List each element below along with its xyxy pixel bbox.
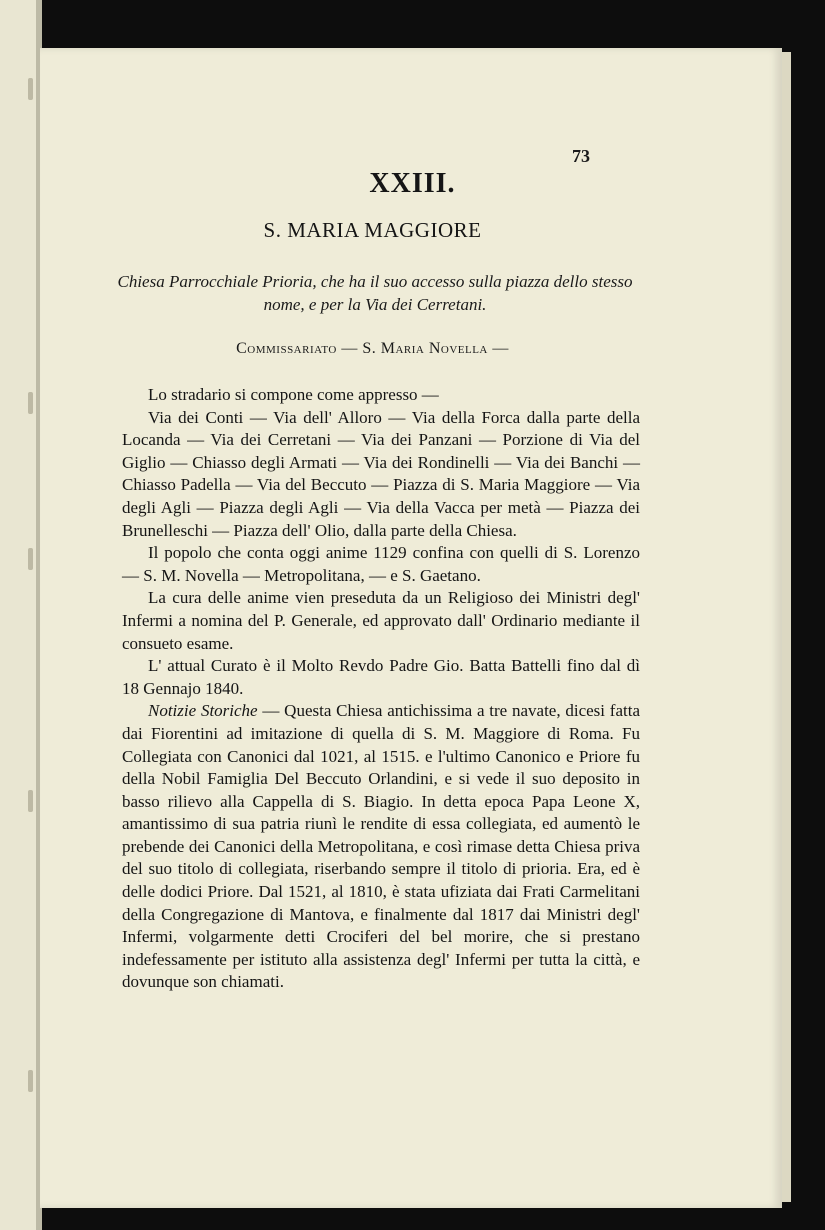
binding-hole: [28, 392, 33, 414]
notizie-text: — Questa Chiesa antichissima a tre navate, dicesi fatta dai Fiorentini ad imitazione di quella di S. M. Maggiore di Roma. Fu Collegiata con Canonici dal 1021, al 1515. e l'ultimo Canonico e Priore fu della Nobil Famiglia Del Beccuto Orlandini, e si vede il suo deposito in basso rilievo alla Cappella di S. Biagio. In detta epoca Papa Leone X, amantissimo di sua patria riunì le rendite di essa collegiata, ed aumentò le prebende dei Canonici della Metropolitana, e così rimase detta Chiesa priva del suo titolo di collegiata, riserbando sempre il titolo di prioria. Era, ed è delle dodici Priore. Dal 1521, al 1810, è stata ufiziata dai Frati Carmelitani della Congregazione di Mantova, e finalmente dal 1817 dai Ministri degl' Infermi, volgarmente detti Crociferi del bel morire, che si prestano indefessamente per istituto alla assistenza degl' Infermi per tutta la città, e dovunque son chiamati.: [122, 701, 640, 992]
body-text: [122, 384, 640, 994]
binding-hole: [28, 548, 33, 570]
paragraph-population: Il popolo che conta oggi anime 1129 confina con quelli di S. Lorenzo — S. M. Novella — Metropolitana, — e S. Gaetano.: [122, 543, 640, 585]
binding-hole: [28, 790, 33, 812]
paragraph-cura: La cura delle anime vien preseduta da un Religioso dei Ministri degl' Infermi a nomina del P. Generale, ed approvato dall' Ordinario mediante il consueto esame.: [122, 588, 640, 653]
paragraph-curato: L' attual Curato è il Molto Revdo Padre Gio. Batta Battelli fino dal dì 18 Gennajo 1840.: [122, 656, 640, 698]
binding-hole: [28, 1070, 33, 1092]
commissariato-line: Commissariato — S. Maria Novella —: [236, 340, 509, 357]
binding-hole: [28, 78, 33, 100]
chapter-number: XXIII.: [369, 168, 456, 199]
paragraph-notizie: [122, 700, 640, 994]
paragraph-intro: Lo stradario si compone come appresso —: [148, 385, 439, 404]
notizie-label: Notizie Storiche: [148, 701, 258, 721]
paragraph-streets: Via dei Conti — Via dell' Alloro — Via della Forca dalla parte della Locanda — Via dei Cerretani — Via dei Panzani — Porzione di Via del Giglio — Chiasso degli Armati — Via dei Rondinelli — Via dei Banchi — Chiasso Padella — Via del Beccuto — Piazza di S. Maria Maggiore — Via degli Agli — Piazza degli Agli — Via della Vacca per metà — Piazza dei Brunelleschi — Piazza dell' Olio, dalla parte della Chiesa.: [122, 407, 640, 540]
page-number: 73: [572, 146, 590, 166]
chapter-subtitle: Chiesa Parrocchiale Prioria, che ha il suo accesso sulla piazza dello stesso nome, e per la Via dei Cerretani.: [117, 272, 633, 314]
chapter-title: S. MARIA MAGGIORE: [263, 218, 482, 242]
